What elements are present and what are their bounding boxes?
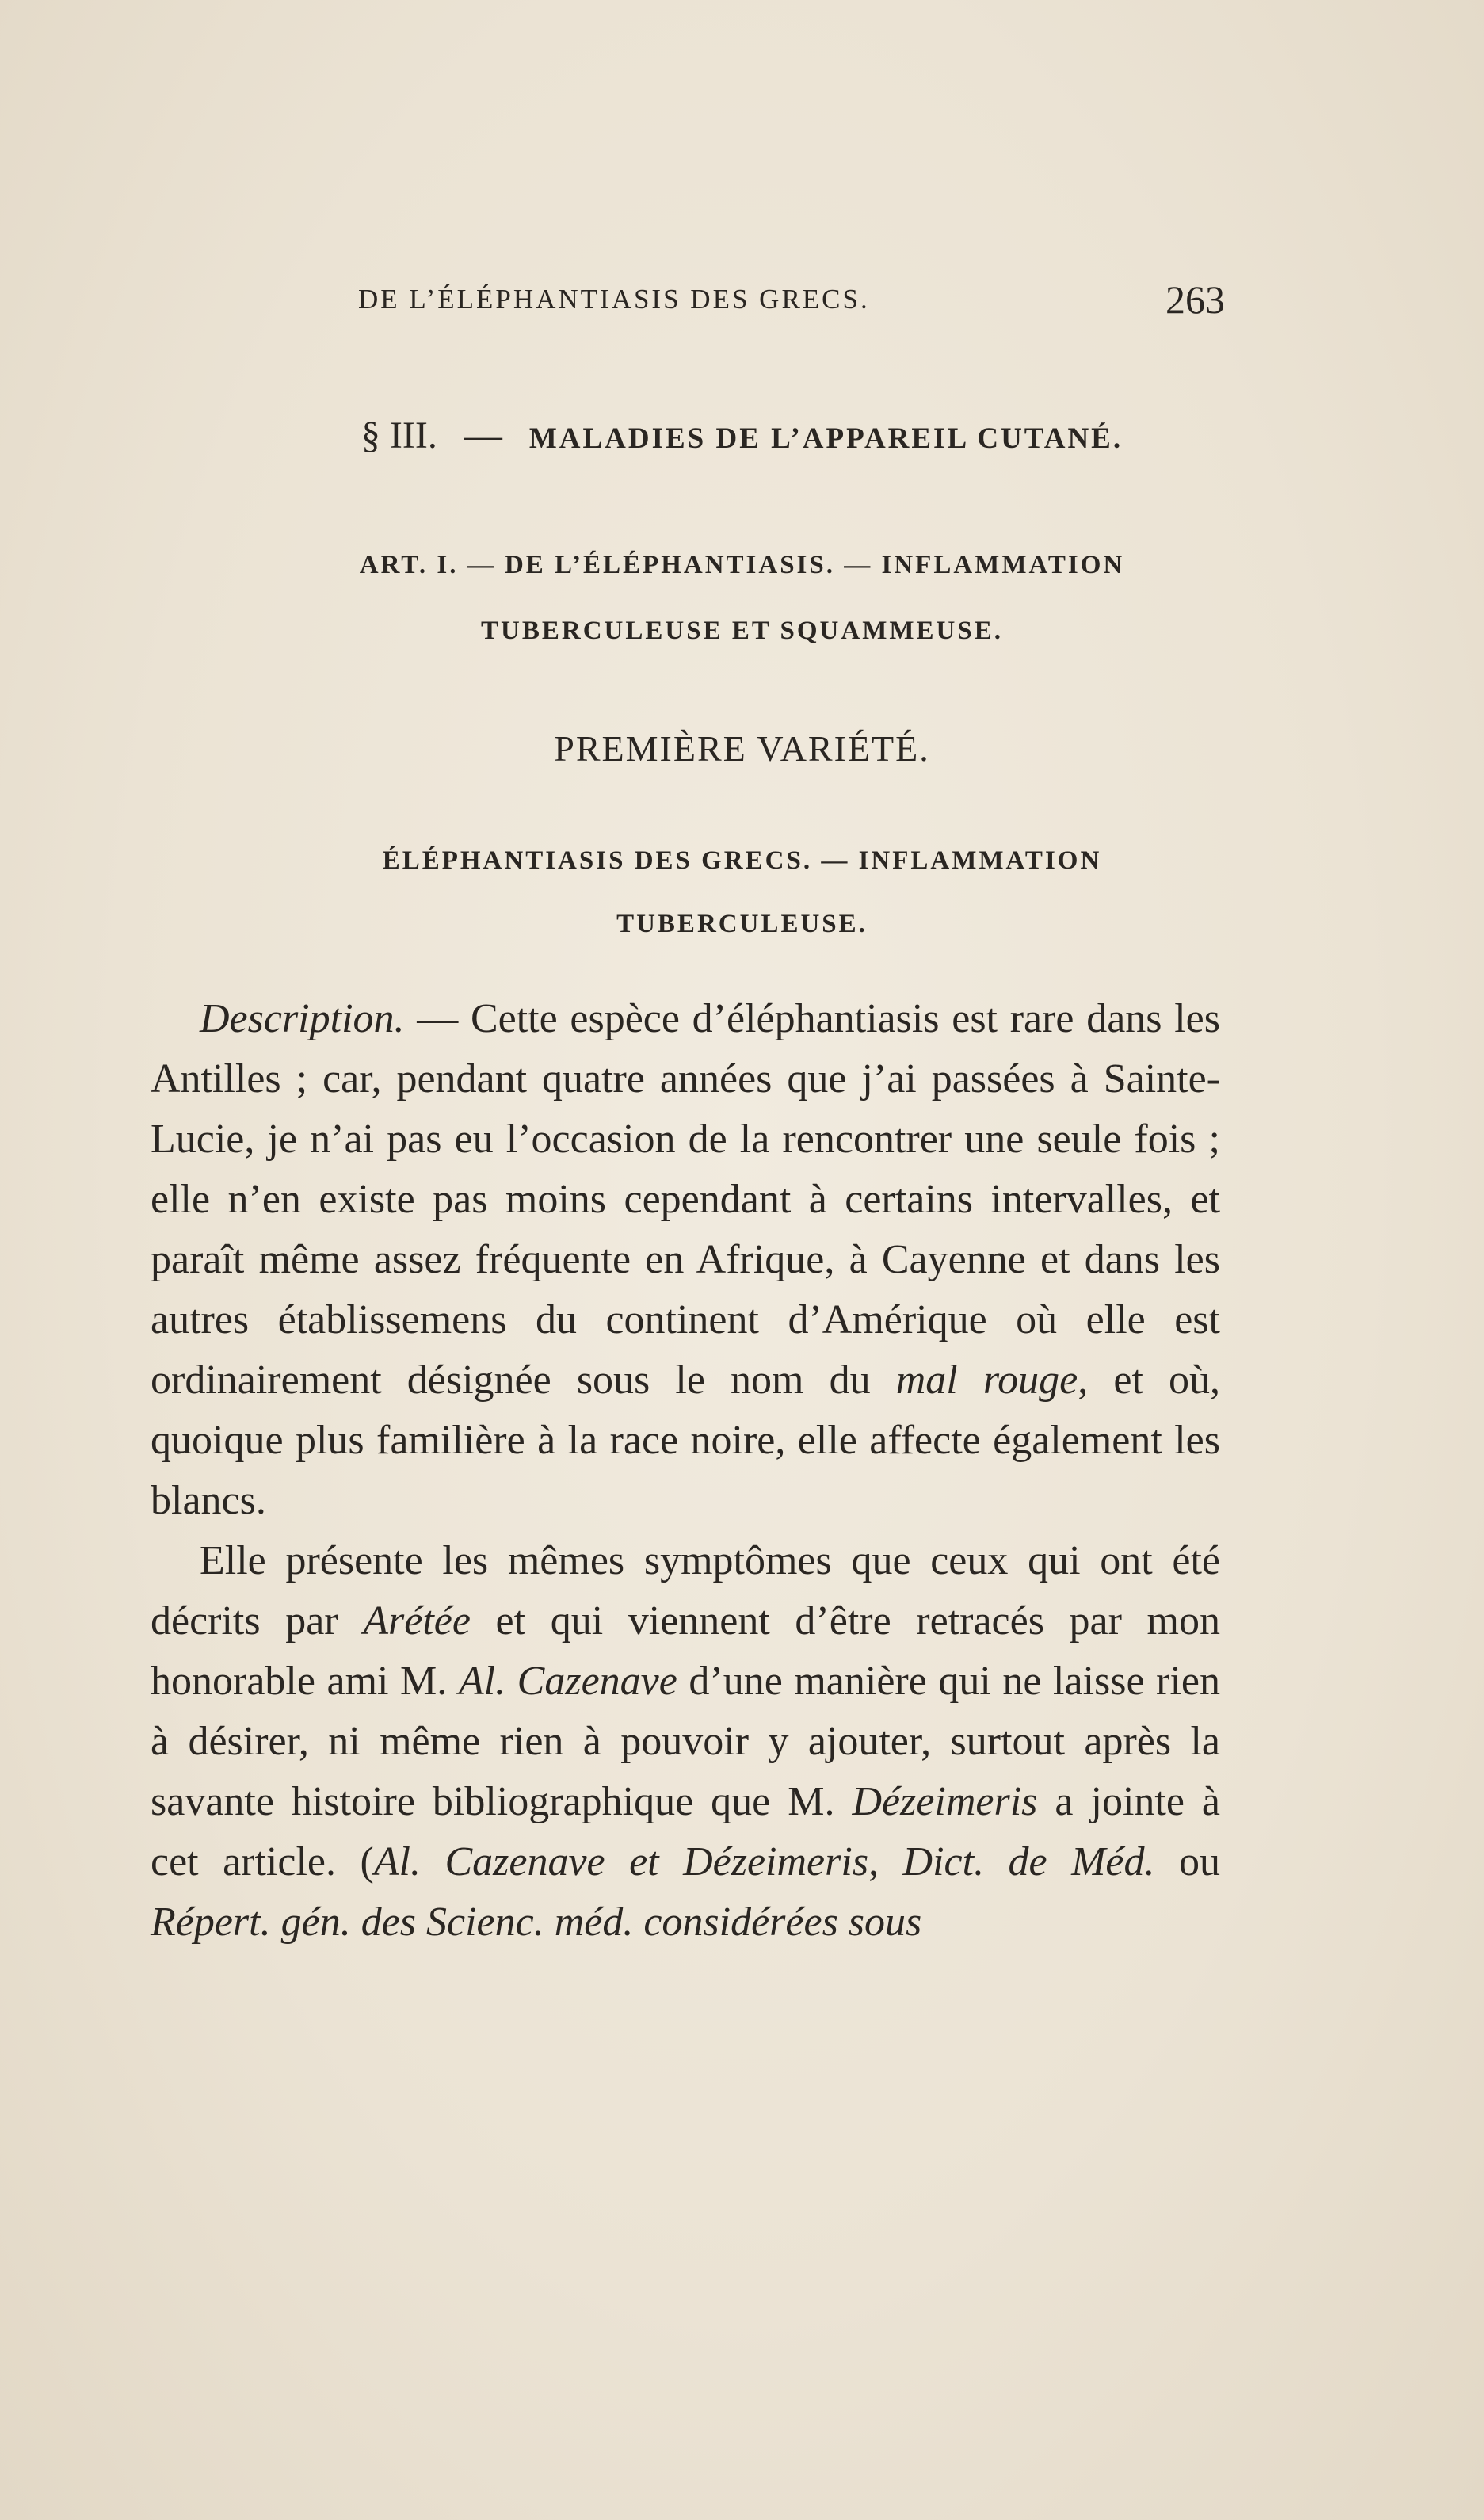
paragraph-text: d’une manière qui ne laisse rien à désirer, ni même rien à pouvoir y ajouter, surtout après la savante histoire bibliographique que M.	[151, 1659, 1220, 1824]
section-title: MALADIES DE L’APPAREIL CUTANÉ.	[528, 422, 1123, 455]
body-text	[151, 989, 1220, 1953]
running-title: DE L’ÉLÉPHANTIASIS DES GRECS.	[358, 284, 870, 315]
paragraph-text: Elle présente les mêmes symptômes que ceux qui ont été décrits par	[151, 1538, 1220, 1644]
paragraph-text: — Cette espèce d’éléphantiasis est rare dans les Antilles ; car, pendant quatre années que j’ai passées à Sainte-Lucie, je n’ai pas eu l’occasion de la rencontrer une seule fois ; elle n’en existe pas moins cependant à certains intervalles, et paraît même assez fréquente en Afrique, à Cayenne et dans les autres établissemens du continent d’Amérique où elle est ordinairement désignée sous le nom du	[151, 996, 1220, 1403]
citation-authors: Al. Cazenave et Dézeimeris	[373, 1839, 869, 1884]
running-head	[358, 276, 1225, 323]
author-dezeimeris: Dézeimeris	[852, 1779, 1038, 1824]
variety-heading: PREMIÈRE VARIÉTÉ.	[554, 728, 930, 769]
citation-dict: Dict. de Méd.	[902, 1839, 1155, 1884]
paragraph-description	[151, 989, 1220, 1531]
subtitle-line-1: ÉLÉPHANTIASIS DES GRECS. — INFLAMMATION	[382, 846, 1102, 875]
article-heading-line-2: TUBERCULEUSE ET SQUAMMEUSE.	[481, 617, 1003, 645]
author-aretee: Arétée	[363, 1598, 471, 1644]
author-cazenave: Al. Cazenave	[458, 1659, 677, 1704]
paragraph-text: ou	[1154, 1839, 1220, 1884]
paragraph-symptoms	[151, 1531, 1220, 1953]
article-heading-line-1: ART. I. — DE L’ÉLÉPHANTIASIS. — INFLAMMATION	[359, 551, 1125, 579]
page-number: 263	[1165, 277, 1225, 322]
section-dash: —	[464, 414, 502, 456]
paragraph-text: ,	[868, 1839, 903, 1884]
description-lead: Description.	[200, 996, 405, 1041]
paragraph-text: et qui viennent d’être retracés par mon honorable ami M.	[151, 1598, 1221, 1704]
paragraph-text: a jointe à cet article. (	[151, 1779, 1220, 1884]
subtitle-line-2: TUBERCULEUSE.	[616, 910, 868, 938]
section-mark: § III.	[361, 414, 437, 456]
section-heading	[158, 408, 1326, 467]
paragraph-text: , et où, quoique plus familière à la race noire, elle affecte également les blancs.	[151, 1357, 1221, 1523]
mal-rouge-term: mal rouge	[895, 1357, 1078, 1403]
citation-repert: Répert. gén. des Scienc. méd. considérées sous	[151, 1900, 922, 1945]
